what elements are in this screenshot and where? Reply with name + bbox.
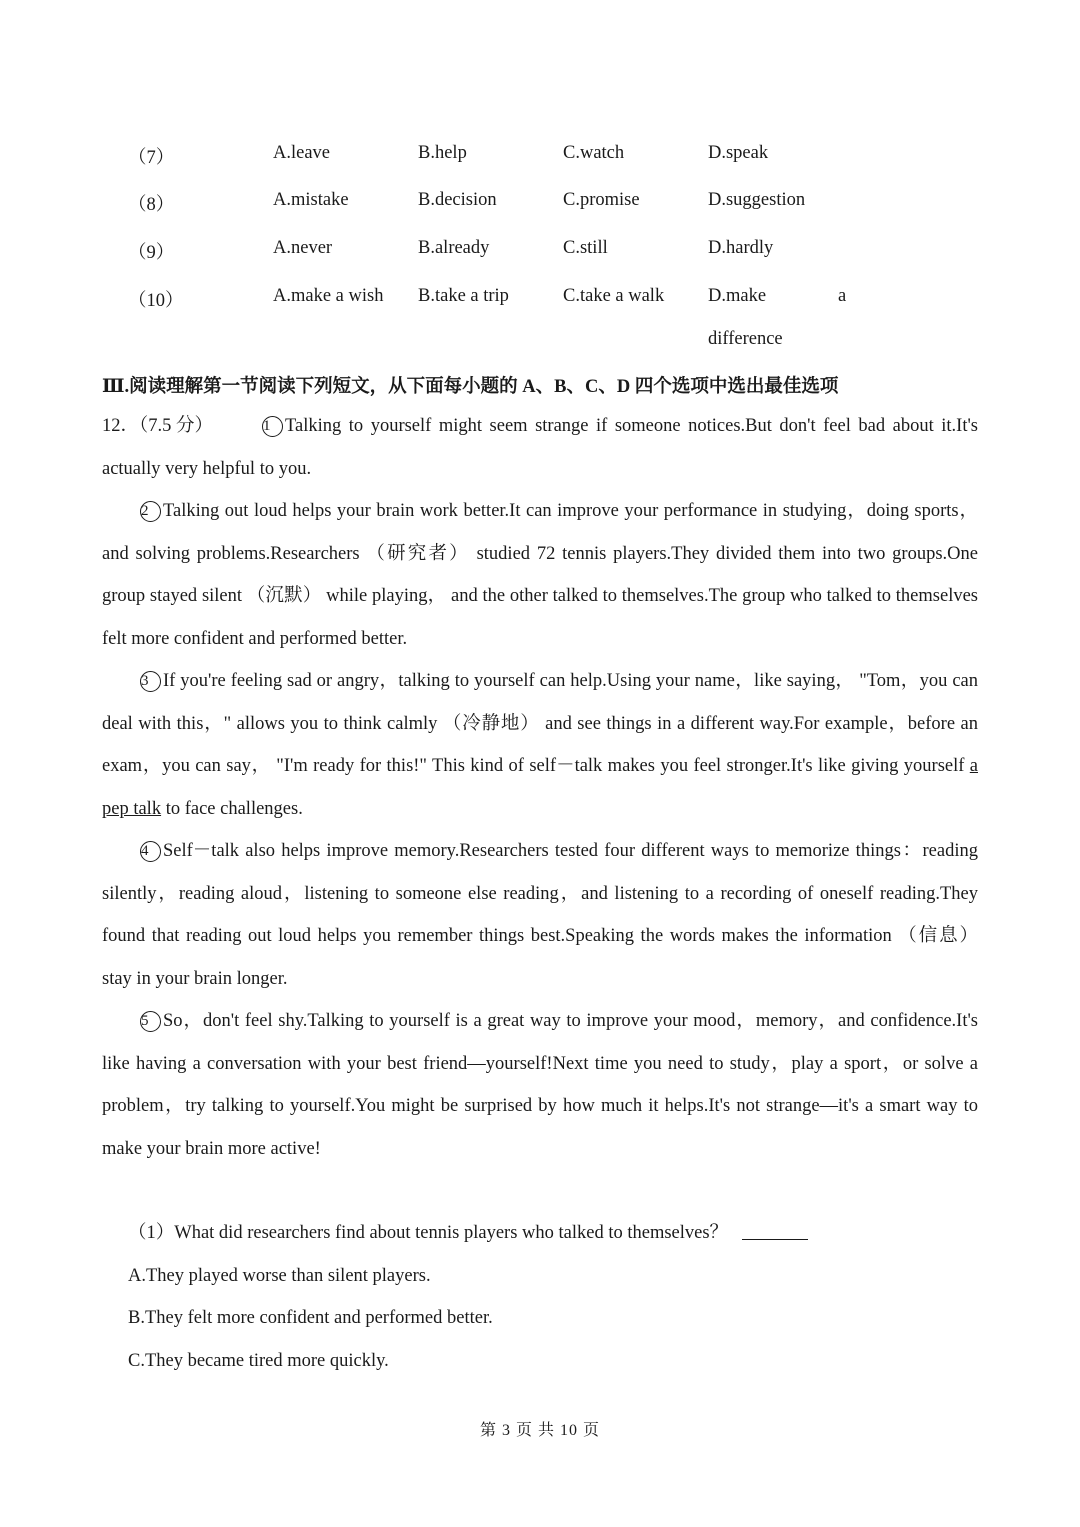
option-a: A.leave	[273, 143, 331, 163]
passage-paragraph-2	[102, 490, 978, 660]
paragraph-marker: 1	[262, 416, 283, 437]
option-d: D.hardly	[708, 238, 774, 258]
option-b: B.decision	[418, 190, 497, 210]
choice-b[interactable]: B.They felt more confident and performed better.	[128, 1308, 493, 1328]
page-footer: 第 3 页 共 10 页	[479, 1422, 600, 1439]
passage-paragraph-5	[102, 1000, 978, 1170]
option-a: A.mistake	[273, 190, 349, 210]
option-b: B.help	[418, 143, 467, 163]
option-row-9	[0, 238, 1080, 268]
paragraph-text: Talking to yourself might seem strange if someone notices.But don't feel bad about it.It's actually very helpful to you.	[102, 416, 978, 479]
option-d-continuation: difference	[708, 329, 783, 349]
option-number: （7）	[128, 148, 175, 168]
choice-a[interactable]: A.They played worse than silent players.	[128, 1265, 431, 1286]
paragraph-marker: 2	[140, 501, 161, 522]
option-c: C.still	[563, 238, 608, 258]
reading-passage	[102, 405, 978, 1170]
passage-paragraph-1	[102, 405, 978, 490]
answer-blank[interactable]	[742, 1221, 808, 1240]
paragraph-text: So，don't feel shy.Talking to yourself is a great way to improve your mood，memory，and confidence.It's like having a conversation with your best friend—yourself!Next time you need to study，play a sport，or solve a problem，try talking to yourself.You might be surprised by how much it helps.It's not strange—it's a smart way to make your brain more active!	[102, 1011, 978, 1159]
paragraph-text: Talking out loud helps your brain work better.It can improve your performance in studying，doing sports，and solving problems.Researchers （研究者） studied 72 tennis players.They divided them into two groups.One group stayed silent （沉默） while playing， and the other talked to themselves.The group who talked to themselves felt more confident and performed better.	[102, 501, 978, 649]
option-d: D.suggestion	[708, 190, 806, 210]
question-stem	[128, 1212, 978, 1255]
paragraph-marker: 3	[140, 671, 161, 692]
question-1	[128, 1212, 978, 1382]
underlined-phrase: a pep talk	[102, 756, 978, 819]
paragraph-text: If you're feeling sad or angry，talking to yourself can help.Using your name，like saying， "Tom，you can deal with this，" allows you to think calmly （冷静地） and see things in a different way.For example，before an exam，you can say， "I'm ready for this!" This kind of self－talk makes you feel stronger.It's like giving yourself	[102, 671, 978, 776]
option-a: A.make a wish	[273, 286, 384, 306]
choice-c[interactable]: C.They became tired more quickly.	[128, 1350, 389, 1371]
option-row-10	[0, 286, 1080, 316]
option-c: C.promise	[563, 190, 640, 210]
option-d: D.make	[708, 286, 767, 306]
option-number: （8）	[128, 195, 175, 215]
section-title: Ⅲ.阅读理解第一节阅读下列短文，从下面每小题的 A、B、C、D 四个选项中选出最佳选项	[102, 377, 839, 397]
question-number: 12．（7.5 分）	[102, 416, 214, 436]
passage-paragraph-3	[102, 660, 978, 830]
option-a: A.never	[273, 238, 333, 258]
paragraph-text: Self－talk also helps improve memory.Researchers tested four different ways to memorize things：reading silently，reading aloud，listening to someone else reading，and listening to a recording of oneself reading.They found that reading out loud helps you remember things best.Speaking the words makes the information （信息） stay in your brain longer.	[102, 841, 978, 989]
passage-paragraph-4	[102, 830, 978, 1000]
option-c: C.watch	[563, 143, 625, 163]
question-stem-text: （1）What did researchers find about tennis players who talked to themselves？	[128, 1223, 729, 1243]
option-number: （9）	[128, 243, 175, 263]
option-b: B.take a trip	[418, 286, 509, 306]
option-row-7	[0, 143, 1080, 173]
option-c: C.take a walk	[563, 286, 665, 306]
option-number: （10）	[128, 291, 184, 311]
option-row-8	[0, 190, 1080, 220]
option-d: D.speak	[708, 143, 769, 163]
paragraph-marker: 5	[140, 1011, 161, 1032]
option-b: B.already	[418, 238, 490, 258]
paragraph-marker: 4	[140, 841, 161, 862]
paragraph-text-after: to face challenges.	[161, 798, 303, 819]
option-d-extra: a	[838, 286, 847, 306]
